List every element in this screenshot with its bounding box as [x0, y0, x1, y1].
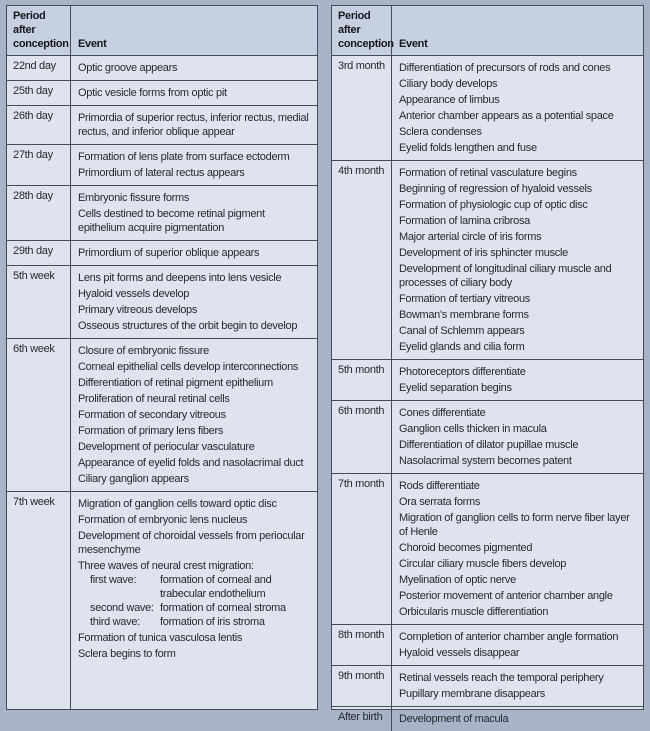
event-item: Pupillary membrane disappears	[399, 688, 545, 700]
event-item: Eyelid glands and cilia form	[399, 341, 525, 353]
event-item: Development of choroidal vessels from periocular mesenchyme	[78, 530, 305, 556]
neural-crest-wave-row	[90, 601, 313, 615]
event-cell	[71, 492, 317, 709]
event-item: Closure of embryonic fissure	[78, 345, 209, 357]
event-cell	[392, 625, 643, 665]
period-cell: 7th month	[332, 474, 392, 624]
table-row	[7, 56, 317, 80]
event-item: Development of longitudinal ciliary muscle and processes of ciliary body	[399, 263, 612, 289]
event-cell	[392, 474, 643, 624]
event-item: Rods differentiate	[399, 480, 480, 492]
event-item-group	[78, 559, 313, 629]
event-item: Formation of tertiary vitreous	[399, 293, 530, 305]
event-item: Differentiation of retinal pigment epithelium	[78, 377, 273, 389]
period-cell: 22nd day	[7, 56, 71, 80]
event-item: Photoreceptors differentiate	[399, 366, 526, 378]
event-column-header: Event	[78, 38, 107, 50]
event-item: Embryonic fissure forms	[78, 192, 190, 204]
event-item: Optic groove appears	[78, 62, 178, 74]
event-cell	[71, 81, 317, 105]
event-item: Nasolacrimal system becomes patent	[399, 455, 572, 467]
right-development-table	[331, 5, 644, 725]
table-row	[332, 160, 643, 359]
event-cell	[71, 145, 317, 185]
period-cell: 29th day	[7, 241, 71, 265]
table-row	[332, 359, 643, 400]
period-cell: 5th week	[7, 266, 71, 338]
period-column-header: Period after conception	[7, 6, 71, 55]
event-item: Sclera condenses	[399, 126, 482, 138]
event-item: Primary vitreous develops	[78, 304, 198, 316]
event-item: Migration of ganglion cells toward optic disc	[78, 498, 277, 510]
event-item: Differentiation of precursors of rods and cones	[399, 62, 611, 74]
period-cell: 25th day	[7, 81, 71, 105]
event-item: Migration of ganglion cells to form nerve fiber layer of Henle	[399, 512, 630, 538]
event-cell	[392, 56, 643, 160]
period-cell: 5th month	[332, 360, 392, 400]
event-item: Hyaloid vessels develop	[78, 288, 190, 300]
table-row	[332, 56, 643, 160]
event-cell	[392, 360, 643, 400]
event-item: Primordium of superior oblique appears	[78, 247, 260, 259]
event-item: Anterior chamber appears as a potential space	[399, 110, 614, 122]
wave-description: formation of corneal and trabecular endothelium	[160, 574, 272, 600]
wave-description: formation of iris stroma	[160, 616, 265, 628]
period-cell: After birth	[332, 707, 392, 731]
event-item: Primordium of lateral rectus appears	[78, 167, 245, 179]
event-cell	[71, 241, 317, 265]
event-item: Cones differentiate	[399, 407, 486, 419]
event-cell	[392, 401, 643, 473]
event-item: Beginning of regression of hyaloid vessels	[399, 183, 592, 195]
event-item: Corneal epithelial cells develop interconnections	[78, 361, 299, 373]
event-cell	[392, 161, 643, 359]
period-cell: 3rd month	[332, 56, 392, 160]
event-cell	[392, 666, 643, 706]
event-item: Formation of retinal vasculature begins	[399, 167, 577, 179]
event-item: Development of macula	[399, 713, 509, 725]
event-item: Appearance of limbus	[399, 94, 500, 106]
event-item: Formation of tunica vasculosa lentis	[78, 632, 243, 644]
period-cell: 6th month	[332, 401, 392, 473]
table-header-row	[7, 6, 317, 56]
period-cell: 8th month	[332, 625, 392, 665]
event-item: Myelination of optic nerve	[399, 574, 516, 586]
event-item: Ora serrata forms	[399, 496, 481, 508]
table-row	[7, 491, 317, 709]
event-item: Formation of secondary vitreous	[78, 409, 226, 421]
event-item: Formation of physiologic cup of optic disc	[399, 199, 588, 211]
period-column-header: Period after conception	[332, 6, 392, 55]
table-row	[7, 265, 317, 338]
event-cell	[71, 186, 317, 240]
table-row	[7, 80, 317, 105]
event-item: Primordia of superior rectus, inferior rectus, medial rectus, and inferior oblique appear	[78, 112, 309, 138]
event-item: Ciliary body develops	[399, 78, 498, 90]
table-row	[7, 240, 317, 265]
event-cell	[392, 707, 643, 731]
event-item: Appearance of eyelid folds and nasolacrimal duct	[78, 457, 304, 469]
event-cell	[71, 56, 317, 80]
period-cell: 7th week	[7, 492, 71, 709]
table-row	[332, 665, 643, 706]
event-item: Canal of Schlemm appears	[399, 325, 525, 337]
period-cell: 28th day	[7, 186, 71, 240]
event-item: Three waves of neural crest migration:	[78, 560, 254, 572]
event-item: Optic vesicle forms from optic pit	[78, 87, 227, 99]
event-item: Proliferation of neural retinal cells	[78, 393, 230, 405]
event-item: Formation of lens plate from surface ectoderm	[78, 151, 290, 163]
period-cell: 6th week	[7, 339, 71, 491]
event-item: Ciliary ganglion appears	[78, 473, 189, 485]
event-item: Formation of primary lens fibers	[78, 425, 224, 437]
event-item: Development of periocular vasculature	[78, 441, 255, 453]
wave-description: formation of corneal stroma	[160, 602, 286, 614]
event-item: Development of iris sphincter muscle	[399, 247, 568, 259]
event-item: Sclera begins to form	[78, 648, 176, 660]
period-cell: 4th month	[332, 161, 392, 359]
table-row	[332, 624, 643, 665]
event-item: Bowman's membrane forms	[399, 309, 529, 321]
table-row	[7, 144, 317, 185]
event-item: Completion of anterior chamber angle formation	[399, 631, 619, 643]
wave-label: first wave:	[90, 574, 137, 586]
table-row	[7, 185, 317, 240]
event-item: Hyaloid vessels disappear	[399, 647, 520, 659]
table-rows	[332, 56, 643, 725]
event-column-header: Event	[399, 38, 428, 50]
event-item: Posterior movement of anterior chamber angle	[399, 590, 613, 602]
period-cell: 27th day	[7, 145, 71, 185]
event-item: Lens pit forms and deepens into lens vesicle	[78, 272, 282, 284]
event-item: Eyelid separation begins	[399, 382, 512, 394]
wave-label: second wave:	[90, 602, 154, 614]
event-item: Major arterial circle of iris forms	[399, 231, 542, 243]
table-row	[7, 338, 317, 491]
event-item: Ganglion cells thicken in macula	[399, 423, 547, 435]
event-item: Differentiation of dilator pupillae muscle	[399, 439, 579, 451]
event-item: Formation of lamina cribrosa	[399, 215, 530, 227]
table-header-row	[332, 6, 643, 56]
event-cell	[71, 266, 317, 338]
neural-crest-wave-row	[90, 615, 313, 629]
event-item: Formation of embryonic lens nucleus	[78, 514, 248, 526]
period-cell: 9th month	[332, 666, 392, 706]
event-item: Retinal vessels reach the temporal periphery	[399, 672, 604, 684]
event-item: Orbicularis muscle differentiation	[399, 606, 549, 618]
period-cell: 26th day	[7, 106, 71, 144]
event-item: Circular ciliary muscle fibers develop	[399, 558, 567, 570]
event-cell	[71, 339, 317, 491]
left-development-table	[6, 5, 318, 710]
event-item: Choroid becomes pigmented	[399, 542, 533, 554]
table-row	[332, 400, 643, 473]
table-row	[332, 473, 643, 624]
table-row	[332, 706, 643, 731]
event-item: Cells destined to become retinal pigment epithelium acquire pigmentation	[78, 208, 265, 234]
table-rows	[7, 56, 317, 709]
wave-label: third wave:	[90, 616, 140, 628]
event-item: Eyelid folds lengthen and fuse	[399, 142, 537, 154]
table-row	[7, 105, 317, 144]
neural-crest-wave-row	[90, 573, 313, 601]
event-item: Osseous structures of the orbit begin to develop	[78, 320, 298, 332]
event-cell	[71, 106, 317, 144]
